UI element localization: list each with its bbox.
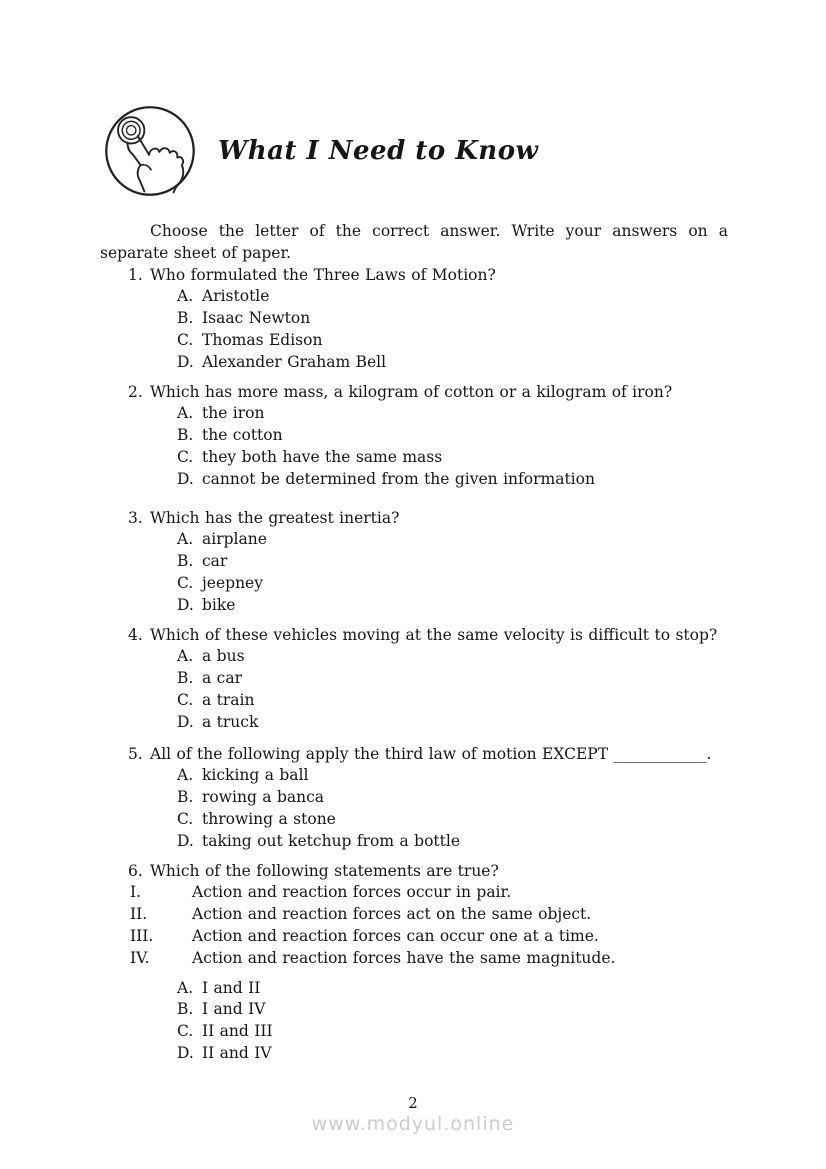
option-letter: D. — [177, 712, 194, 731]
option-letter: A. — [177, 404, 194, 423]
option-item — [100, 469, 728, 491]
option-letter: D. — [177, 595, 194, 614]
watermark: www.modyul.online — [311, 1113, 515, 1135]
statement-item — [100, 948, 728, 970]
question-6 — [100, 861, 728, 1065]
option-item — [100, 646, 728, 668]
option-text: taking out ketchup from a bottle — [202, 831, 461, 850]
option-item — [100, 787, 728, 809]
option-letter: C. — [177, 1022, 194, 1041]
statement-item — [100, 882, 728, 904]
statement-text: Action and reaction forces can occur one at a time. — [192, 926, 599, 945]
question-number: 1. — [128, 265, 143, 284]
option-letter: A. — [177, 647, 194, 666]
question-number: 2. — [128, 382, 143, 401]
question-number: 5. — [128, 744, 143, 763]
option-item — [100, 425, 728, 447]
option-text: I and IV — [202, 1000, 266, 1019]
option-letter: C. — [177, 573, 194, 592]
statement-numeral: II. — [130, 905, 148, 924]
option-text: throwing a stone — [202, 809, 336, 828]
option-item — [100, 403, 728, 425]
option-letter: D. — [177, 1043, 194, 1062]
option-text: Isaac Newton — [202, 309, 311, 328]
question-6-options — [100, 978, 728, 1065]
statement-text: Action and reaction forces act on the same object. — [192, 905, 592, 924]
option-text: kicking a ball — [202, 766, 309, 785]
option-text: they both have the same mass — [202, 447, 443, 466]
option-text: II and IV — [202, 1043, 272, 1062]
option-letter: D. — [177, 352, 194, 371]
option-item — [100, 330, 728, 352]
statement-numeral: I. — [130, 883, 142, 902]
option-item — [100, 809, 728, 831]
option-letter: C. — [177, 809, 194, 828]
option-item — [100, 529, 728, 551]
question-number: 4. — [128, 625, 143, 644]
page-title: What I Need to Know — [218, 136, 539, 166]
option-letter: A. — [177, 978, 194, 997]
option-letter: C. — [177, 330, 194, 349]
option-letter: A. — [177, 530, 194, 549]
option-item — [100, 668, 728, 690]
question-text: Who formulated the Three Laws of Motion? — [150, 265, 496, 284]
option-letter: A. — [177, 766, 194, 785]
option-text: the cotton — [202, 426, 283, 445]
option-letter: B. — [177, 788, 194, 807]
option-text: II and III — [202, 1022, 273, 1041]
question-4 — [100, 625, 728, 734]
option-item — [100, 690, 728, 712]
option-item — [100, 308, 728, 330]
question-number: 3. — [128, 508, 143, 527]
option-letter: D. — [177, 469, 194, 488]
question-2 — [100, 382, 728, 491]
option-text: rowing a banca — [202, 788, 325, 807]
question-text: Which has more mass, a kilogram of cotton or a kilogram of iron? — [150, 382, 673, 401]
option-text: bike — [202, 595, 236, 614]
question-1 — [100, 265, 728, 374]
option-letter: B. — [177, 1000, 194, 1019]
option-text: Aristotle — [202, 287, 270, 306]
question-text: Which of these vehicles moving at the same velocity is difficult to stop? — [150, 625, 718, 644]
option-item — [100, 1043, 728, 1065]
page-number: 2 — [408, 1094, 418, 1112]
option-letter: A. — [177, 287, 194, 306]
question-text: Which of the following statements are true? — [150, 861, 499, 880]
quiz-content — [100, 221, 728, 1065]
option-text: airplane — [202, 530, 267, 549]
option-item — [100, 352, 728, 374]
question-3 — [100, 508, 728, 617]
option-letter: B. — [177, 669, 194, 688]
option-text: I and II — [202, 978, 261, 997]
option-item — [100, 286, 728, 308]
option-text: cannot be determined from the given information — [202, 469, 595, 488]
option-item — [100, 831, 728, 853]
option-item — [100, 447, 728, 469]
option-text: jeepney — [202, 573, 263, 592]
option-text: a train — [202, 690, 255, 709]
option-text: a car — [202, 669, 242, 688]
option-item — [100, 595, 728, 617]
option-text: Alexander Graham Bell — [202, 352, 387, 371]
option-item — [100, 551, 728, 573]
option-letter: B. — [177, 552, 194, 571]
option-text: Thomas Edison — [202, 330, 323, 349]
option-letter: B. — [177, 309, 194, 328]
question-text: All of the following apply the third law of motion EXCEPT ____________. — [150, 744, 712, 763]
statement-text: Action and reaction forces occur in pair. — [192, 883, 512, 902]
option-letter: D. — [177, 831, 194, 850]
statement-text: Action and reaction forces have the same magnitude. — [192, 948, 616, 967]
question-5 — [100, 744, 728, 853]
statement-item — [100, 926, 728, 948]
option-item — [100, 712, 728, 734]
option-letter: B. — [177, 426, 194, 445]
option-text: a truck — [202, 712, 259, 731]
hand-pressing-button-icon — [103, 104, 197, 198]
option-text: the iron — [202, 404, 265, 423]
question-number: 6. — [128, 861, 143, 880]
option-letter: C. — [177, 447, 194, 466]
option-item — [100, 573, 728, 595]
option-text: a bus — [202, 647, 245, 666]
question-text: Which has the greatest inertia? — [150, 508, 400, 527]
statement-numeral: IV. — [130, 948, 150, 967]
option-letter: C. — [177, 690, 194, 709]
option-item — [100, 765, 728, 787]
instructions-paragraph: Choose the letter of the correct answer. Write your answers on a separate sheet of paper. — [100, 222, 728, 262]
statement-item — [100, 904, 728, 926]
statement-numeral: III. — [130, 926, 154, 945]
option-item — [100, 999, 728, 1021]
option-text: car — [202, 552, 228, 571]
option-item — [100, 978, 728, 1000]
option-item — [100, 1021, 728, 1043]
